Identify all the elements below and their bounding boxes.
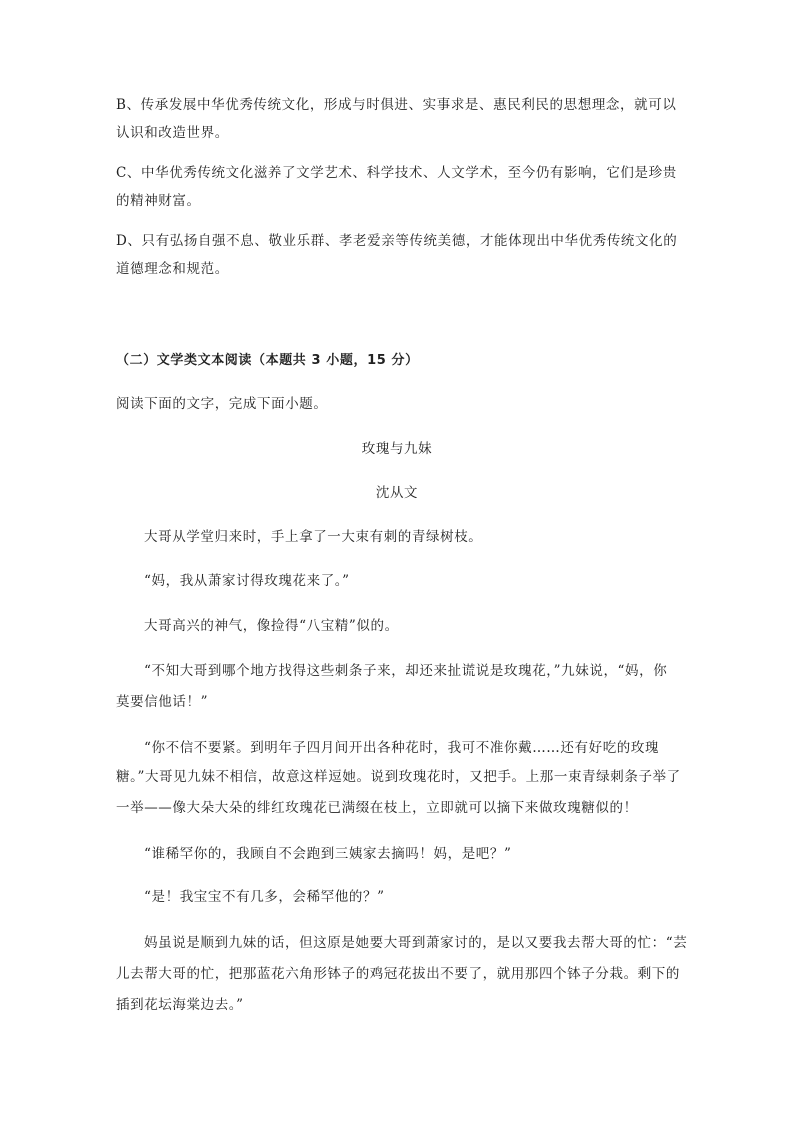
option-b-line-1: B、传承发展中华优秀传统文化，形成与时俱进、实事求是、惠民利民的思想理念，就可以 bbox=[116, 97, 677, 113]
section-instruction: 阅读下面的文字，完成下面小题。 bbox=[116, 396, 328, 412]
option-d-line-1: D、只有弘扬自强不息、敬业乐群、孝老爱亲等传统美德，才能体现出中华优秀传统文化的 bbox=[116, 233, 678, 249]
option-c-line-2: 的精神财富。 bbox=[116, 193, 201, 209]
paragraph-5-line-3: 一举——像大朵大朵的绯红玫瑰花已满缀在枝上，立即就可以摘下来做玫瑰糖似的！ bbox=[116, 800, 638, 816]
option-b-line-2: 认识和改造世界。 bbox=[116, 125, 229, 141]
section-heading: （二）文学类文本阅读（本题共 3 小题，15 分） bbox=[116, 353, 419, 368]
paragraph-2: “妈，我从萧家讨得玫瑰花来了。” bbox=[144, 573, 350, 589]
article-author: 沈从文 bbox=[375, 485, 419, 501]
paragraph-8-line-1: 妈虽说是顺到九妹的话，但这原是她要大哥到萧家讨的，是以又要我去帮大哥的忙：“芸 bbox=[144, 935, 688, 951]
option-c-line-1: C、中华优秀传统文化滋养了文学艺术、科学技术、人文学术，至今仍有影响，它们是珍贵 bbox=[116, 165, 677, 181]
paragraph-8-line-2: 儿去帮大哥的忙，把那蓝花六角形钵子的鸡冠花拔出不要了，就用那四个钵子分栽。剩下的 bbox=[116, 966, 680, 982]
paragraph-3: 大哥高兴的神气，像捡得“八宝精”似的。 bbox=[144, 618, 399, 634]
paragraph-8-line-3: 插到花坛海棠边去。” bbox=[116, 997, 244, 1013]
paragraph-6: “谁稀罕你的，我顾自不会跑到三姨家去摘吗！妈，是吧？” bbox=[144, 846, 512, 862]
article-title: 玫瑰与九妹 bbox=[361, 441, 433, 457]
paragraph-4-line-2: 莫要信他话！” bbox=[116, 694, 209, 710]
paragraph-1: 大哥从学堂归来时，手上拿了一大束有刺的青绿树枝。 bbox=[144, 529, 483, 545]
paragraph-7: “是！我宝宝不有几多，会稀罕他的？” bbox=[144, 889, 385, 905]
option-d-line-2: 道德理念和规范。 bbox=[116, 261, 229, 277]
paragraph-4-line-1: “不知大哥到哪个地方找得这些刺条子来，却还来扯谎说是玫瑰花，”九妹说，“妈，你 bbox=[144, 663, 668, 679]
paragraph-5-line-2: 糖。”大哥见九妹不相信，故意这样逗她。说到玫瑰花时，又把手。上那一束青绿刺条子举了 bbox=[116, 769, 681, 785]
paragraph-5-line-1: “你不信不要紧。到明年子四月间开出各种花时，我可不准你戴……还有好吃的玫瑰 bbox=[144, 740, 660, 756]
